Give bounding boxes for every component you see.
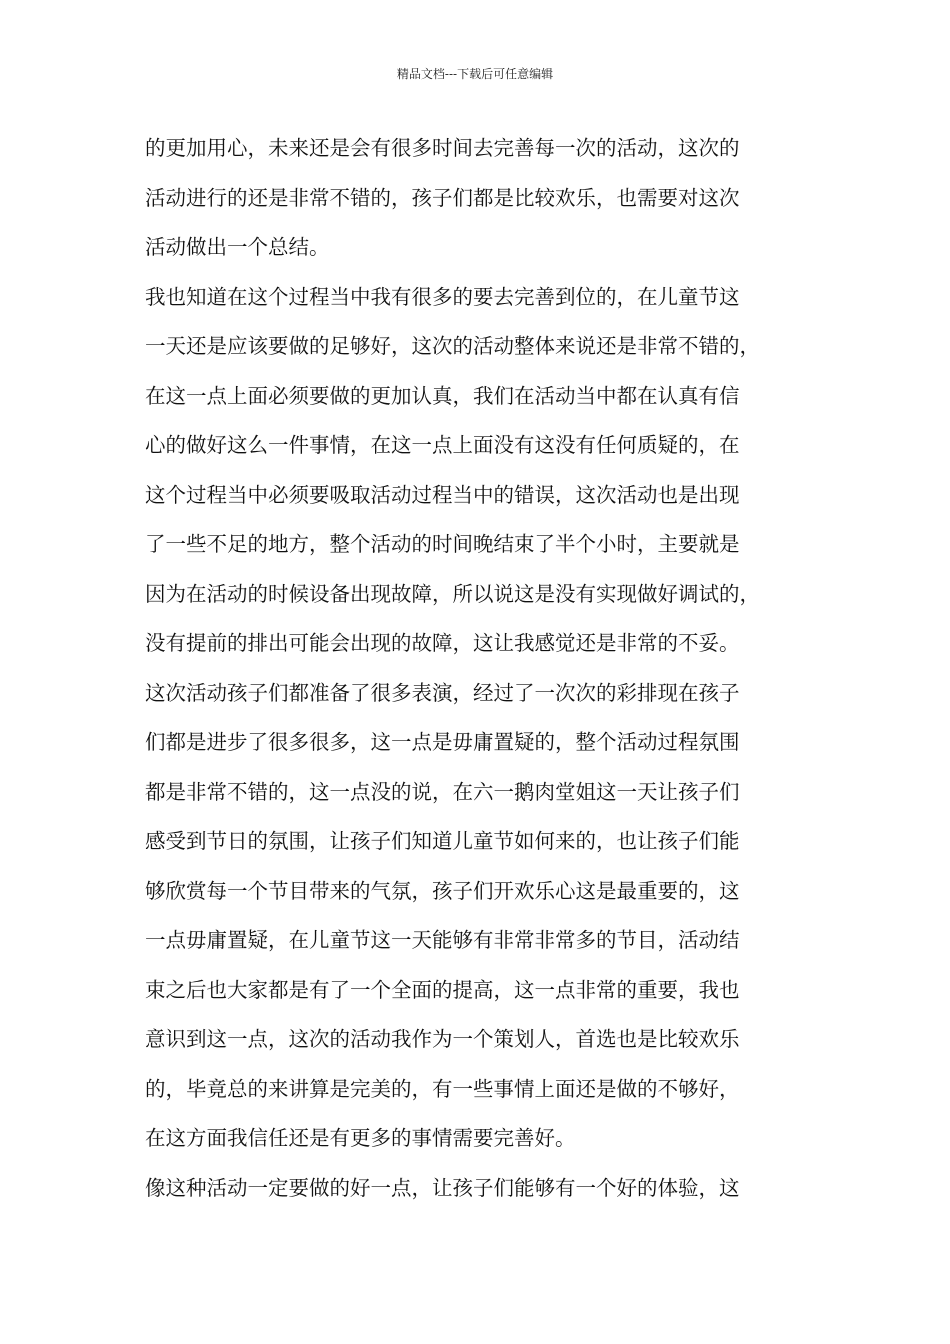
text-line: 意识到这一点，这次的活动我作为一个策划人，首选也是比较欢乐 (145, 1027, 740, 1051)
text-line: 在这方面我信任还是有更多的事情需要完善好。 (145, 1126, 576, 1150)
document-body (145, 124, 825, 1213)
text-line: 这个过程当中必须要吸取活动过程当中的错误，这次活动也是出现 (145, 482, 740, 507)
text-line: 心的做好这么一件事情，在这一点上面没有这没有任何质疑的，在 (145, 433, 740, 457)
text-line: 的，毕竟总的来讲算是完美的，有一些事情上面还是做的不够好， (145, 1076, 740, 1101)
text-line: 一天还是应该要做的足够好，这次的活动整体来说还是非常不错的， (145, 334, 760, 358)
text-line: 这次活动孩子们都准备了很多表演，经过了一次次的彩排现在孩子 (145, 680, 740, 705)
text-line: 束之后也大家都是有了一个全面的提高，这一点非常的重要，我也 (145, 977, 740, 1002)
page-header: 精品文档---下载后可任意编辑 (396, 67, 554, 81)
text-line: 一点毋庸置疑，在儿童节这一天能够有非常非常多的节目，活动结 (145, 928, 740, 952)
text-line: 感受到节日的氛围，让孩子们知道儿童节如何来的，也让孩子们能 (145, 829, 740, 853)
text-line: 了一些不足的地方，整个活动的时间晚结束了半个小时，主要就是 (145, 532, 740, 556)
text-line: 的更加用心，未来还是会有很多时间去完善每一次的活动，这次的 (145, 136, 740, 160)
text-line: 活动做出一个总结。 (145, 235, 330, 259)
text-line: 都是非常不错的，这一点没的说，在六一鹅肉堂姐这一天让孩子们 (145, 779, 740, 804)
text-line: 们都是进步了很多很多，这一点是毋庸置疑的，整个活动过程氛围 (145, 730, 740, 754)
text-line: 活动进行的还是非常不错的，孩子们都是比较欢乐，也需要对这次 (145, 185, 740, 210)
text-line: 因为在活动的时候设备出现故障，所以说这是没有实现做好调试的， (145, 581, 760, 606)
text-line: 够欣赏每一个节目带来的气氛，孩子们开欢乐心这是最重要的，这 (145, 878, 740, 903)
text-line: 我也知道在这个过程当中我有很多的要去完善到位的，在儿童节这 (145, 284, 740, 309)
text-line: 在这一点上面必须要做的更加认真，我们在活动当中都在认真有信 (145, 383, 740, 408)
text-line: 像这种活动一定要做的好一点，让孩子们能够有一个好的体验，这 (145, 1175, 740, 1200)
text-line: 没有提前的排出可能会出现的故障，这让我感觉还是非常的不妥。 (145, 631, 740, 655)
